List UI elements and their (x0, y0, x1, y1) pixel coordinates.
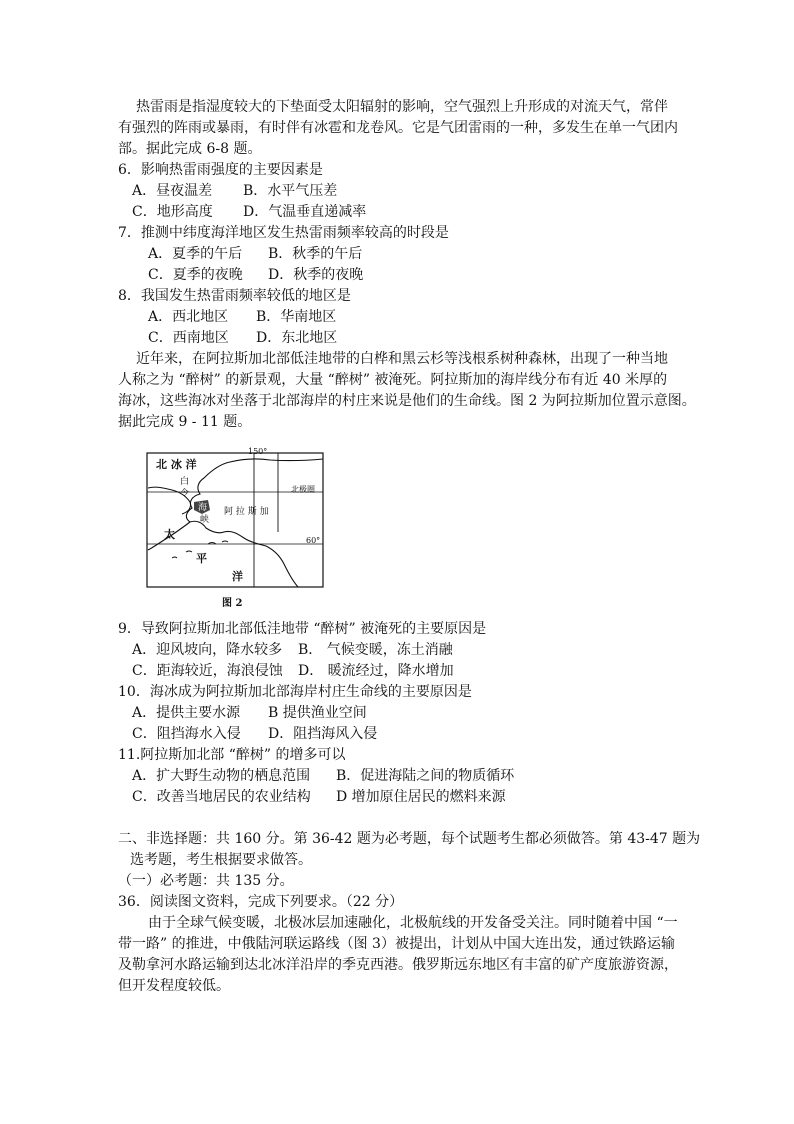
label-xia: 峡 (200, 515, 210, 525)
label-ping: 平 (196, 552, 207, 565)
q6-stem: 6．影响热雷雨强度的主要因素是 (118, 162, 323, 178)
intro2-line-3: 海冰，这些海冰对坐落于北部海岸的村庄来说是他们的生命线。图 2 为阿拉斯加位置示意图。 (118, 393, 696, 409)
q11-option-b: B．促进海陆之间的物质循环 (336, 768, 515, 784)
alaska-location-map (146, 447, 324, 590)
q10-stem: 10．海冰成为阿拉斯加北部海岸村庄生命线的主要原因是 (118, 684, 472, 700)
label-ling: 令 (180, 489, 190, 499)
label-150-degree: 150° (248, 447, 268, 456)
q6-option-c: C．地形高度 (132, 204, 213, 220)
q36-line-1: 由于全球气候变暖，北极冰层加速融化，北极航线的开发备受关注。同时随着中国 “一 (148, 915, 678, 931)
q7-option-c: C．夏季的夜晚 (148, 267, 243, 283)
q11-option-c: C．改善当地居民的农业结构 (132, 789, 311, 805)
q10-option-d: D．阻挡海风入侵 (268, 726, 378, 742)
q36-line-3: 及勒拿河水路运输到达北冰洋沿岸的季克西港。俄罗斯远东地区有丰富的矿产度旅游资源， (118, 957, 678, 973)
q6-option-d: D．气温垂直递减率 (243, 204, 367, 220)
q8-stem: 8．我国发生热雷雨频率较低的地区是 (118, 288, 351, 304)
q36-line-2: 带一路” 的推进，中俄陆河联运路线（图 3）被提出，计划从中国大连出发，通过铁路运输 (118, 936, 675, 952)
q11-option-d: D 增加原住居民的燃料来源 (336, 789, 506, 805)
label-60-degree: 60° (306, 536, 321, 545)
q10-option-b: B 提供渔业空间 (268, 705, 367, 721)
intro1-line-3: 部。据此完成 6-8 题。 (118, 141, 262, 157)
q8-option-b: B．华南地区 (256, 309, 337, 325)
label-arctic-circle: 北极圈 (291, 485, 315, 494)
q8-option-a: A．西北地区 (148, 309, 229, 325)
label-arctic-ocean: 北 冰 洋 (156, 458, 197, 471)
q11-stem: 11.阿拉斯加北部 “醉树” 的增多可以 (118, 747, 346, 763)
q6-option-b: B．水平气压差 (243, 183, 338, 199)
q11-option-a: A．扩大野生动物的栖息范围 (132, 768, 311, 784)
label-alaska: 阿 拉 斯 加 (224, 507, 269, 517)
q6-option-a: A．昼夜温差 (132, 183, 213, 199)
q10-option-c: C．阻挡海水入侵 (132, 726, 241, 742)
section2-line-2: 选考题，考生根据要求做答。 (130, 852, 312, 868)
intro1-line-2: 有强烈的阵雨或暴雨，有时伴有冰雹和龙卷风。它是气团雷雨的一种，多发生在单一气团内 (118, 120, 678, 136)
q9-option-d: D． 暖流经过，降水增加 (298, 663, 454, 679)
q7-stem: 7．推测中纬度海洋地区发生热雷雨频率较高的时段是 (118, 225, 449, 241)
label-yang: 洋 (232, 570, 243, 583)
intro1-line-1: 热雷雨是指湿度较大的下垫面受太阳辐射的影响，空气强烈上升形成的对流天气，常伴 (136, 99, 668, 115)
label-bai: 白 (180, 477, 190, 487)
q9-stem: 9．导致阿拉斯加北部低洼地带 “醉树” 被淹死的主要原因是 (118, 621, 487, 637)
q7-option-a: A．夏季的午后 (148, 246, 243, 262)
q36-line-4: 但开发程度较低。 (118, 978, 230, 994)
q9-option-b: B． 气候变暖，冻土消融 (298, 642, 453, 658)
q8-option-c: C．西南地区 (148, 330, 229, 346)
label-hai: 海 (198, 503, 208, 513)
label-tai: 太 (164, 528, 175, 541)
figure-2-caption: 图 2 (222, 598, 243, 609)
q7-option-d: D．秋季的夜晚 (268, 267, 364, 283)
q7-option-b: B．秋季的午后 (268, 246, 363, 262)
q9-option-c: C．距海较近，海浪侵蚀 (132, 663, 283, 679)
intro2-line-1: 近年来，在阿拉斯加北部低洼地带的白桦和黑云杉等浅根系树种森林，出现了一种当地 (136, 351, 668, 367)
q8-option-d: D．东北地区 (256, 330, 338, 346)
q9-option-a: A．迎风坡向，降水较多 (132, 642, 283, 658)
q10-option-a: A．提供主要水源 (132, 705, 241, 721)
section2-line-1: 二、非选择题：共 160 分。第 36-42 题为必考题，每个试题考生都必须做答。第 43-47 题为 (118, 831, 701, 847)
map-frame (147, 453, 323, 587)
intro2-line-4: 据此完成 9 - 11 题。 (118, 414, 252, 430)
section2-line-3: （一）必考题：共 135 分。 (118, 873, 294, 889)
q36-stem: 36．阅读图文资料，完成下列要求。（22 分） (118, 894, 404, 910)
intro2-line-2: 人称之为 “醉树” 的新景观，大量 “醉树” 被淹死。阿拉斯加的海岸线分布有近 40 米厚的 (118, 372, 668, 388)
